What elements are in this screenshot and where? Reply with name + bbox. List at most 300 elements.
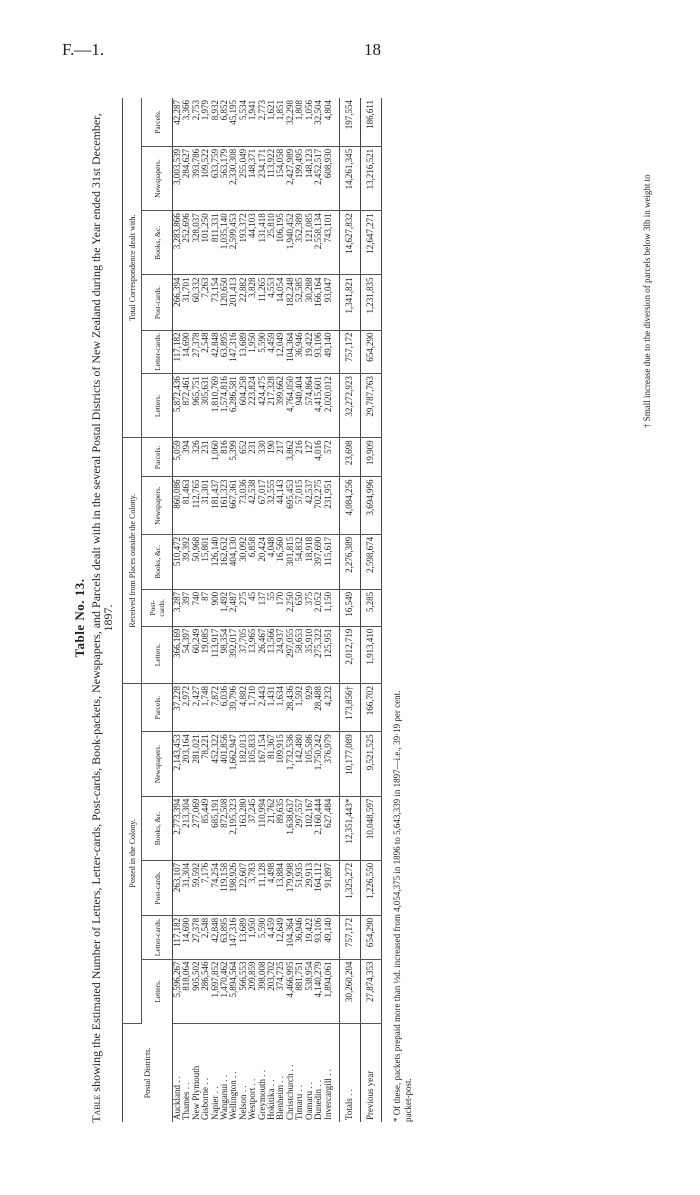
posted-value-cell: 13,689 — [239, 915, 248, 959]
total-value-cell: 199,495 — [295, 146, 304, 210]
posted-value-cell: 10,177,089 — [339, 732, 360, 796]
received-value-cell: 16,560 — [276, 534, 285, 589]
col-header: Parcels. — [142, 98, 173, 146]
total-value-cell: 633,759 — [211, 146, 220, 210]
col-header: Books, &c. — [142, 796, 173, 860]
received-value-cell: 112,765 — [192, 477, 201, 534]
leader-dots: . . — [181, 1082, 192, 1090]
leader-dots: . . — [228, 1071, 239, 1078]
col-header: Post-cards. — [142, 860, 173, 915]
leader-dots: . . — [172, 1076, 182, 1083]
total-value-cell: 1,851 — [276, 98, 285, 146]
posted-value-cell: 4,140,279 — [314, 959, 323, 1023]
received-value-cell: 217 — [276, 438, 285, 477]
received-value-cell: 13,965 — [248, 626, 257, 683]
posted-value-cell: 376,979 — [324, 732, 333, 796]
received-value-cell: 127 — [305, 438, 314, 477]
received-value-cell: 35,910 — [305, 626, 314, 683]
posted-value-cell: 2,195,323 — [229, 796, 238, 860]
total-value-cell: 148,123 — [305, 146, 314, 210]
total-value-cell: 654,290 — [360, 330, 381, 374]
received-value-cell: 695,453 — [286, 477, 295, 534]
posted-value-cell: 297,557 — [295, 796, 304, 860]
total-value-cell: 73,154 — [211, 275, 220, 330]
received-value-cell: 26,467 — [258, 626, 267, 683]
posted-value-cell: 179,998 — [286, 860, 295, 915]
posted-value-cell: 28,436 — [286, 684, 295, 732]
received-value-cell: 42,537 — [305, 477, 314, 534]
leader-dots: . . — [219, 1074, 230, 1082]
received-value-cell: 24,937 — [276, 626, 285, 683]
posted-value-cell: 164,112 — [314, 860, 323, 915]
posted-value-cell: 119,158 — [220, 860, 229, 915]
total-value-cell: 25,810 — [267, 211, 276, 275]
received-value-cell: 375 — [305, 589, 314, 626]
total-value-cell: 32,504 — [314, 98, 323, 146]
posted-value-cell: 1,638,637 — [286, 796, 295, 860]
total-value-cell: 49,140 — [324, 330, 333, 374]
total-value-cell: 1,574,816 — [220, 374, 229, 438]
received-value-cell: 510,472 — [173, 534, 183, 589]
leader-dots: . . — [322, 1069, 333, 1076]
posted-value-cell: 203,164 — [182, 732, 191, 796]
posted-value-cell: 566,553 — [239, 959, 248, 1023]
posted-value-cell: 37,228 — [173, 684, 183, 732]
received-value-cell: 20,424 — [258, 534, 267, 589]
received-value-cell: 5,059 — [173, 438, 183, 477]
received-value-cell: 2,250 — [286, 589, 295, 626]
received-value-cell: 652 — [239, 438, 248, 477]
posted-value-cell: 27,378 — [192, 915, 201, 959]
postal-statistics-table — [122, 98, 382, 1122]
posted-value-cell: 105,833 — [248, 732, 257, 796]
total-value-cell: 563,179 — [220, 146, 229, 210]
total-value-cell: 1,808 — [295, 98, 304, 146]
received-value-cell: 113,917 — [211, 626, 220, 683]
total-value-cell: 22,882 — [239, 275, 248, 330]
total-value-cell: 5,534 — [239, 98, 248, 146]
posted-value-cell: 881,751 — [295, 959, 304, 1023]
received-value-cell: 18,918 — [305, 534, 314, 589]
total-value-cell: 743,101 — [324, 211, 333, 275]
sub-header-row — [142, 98, 173, 1122]
received-value-cell: 392,017 — [229, 626, 238, 683]
posted-value-cell: 63,895 — [220, 915, 229, 959]
received-value-cell: 30,092 — [239, 534, 248, 589]
total-value-cell: 305,631 — [201, 374, 210, 438]
total-value-cell: 255,049 — [239, 146, 248, 210]
total-value-cell: 30,288 — [305, 275, 314, 330]
posted-value-cell: 286,546 — [201, 959, 210, 1023]
received-header: Received from Places outside the Colony. — [123, 438, 142, 684]
posted-value-cell: 1,950 — [248, 915, 257, 959]
received-value-cell: 2,276,389 — [339, 534, 360, 589]
received-value-cell: 275,322 — [314, 626, 323, 683]
received-value-cell: 1,492 — [220, 589, 229, 626]
leader-dots: . . — [313, 1080, 324, 1087]
posted-value-cell: 1,325,272 — [339, 860, 360, 915]
total-value-cell: 11,265 — [258, 275, 267, 330]
total-value-cell: 424,475 — [258, 374, 267, 438]
received-value-cell: 87 — [201, 589, 210, 626]
district-name: Oamaru — [303, 1091, 314, 1120]
received-value-cell: 330 — [258, 438, 267, 477]
posted-value-cell: 7,176 — [201, 860, 210, 915]
total-value-cell: 5,872,436 — [173, 374, 183, 438]
col-header: Books, &c. — [142, 534, 173, 589]
posted-value-cell: 209,859 — [248, 959, 257, 1023]
posted-value-cell: 654,290 — [360, 915, 381, 959]
received-value-cell: 301,815 — [286, 534, 295, 589]
received-value-cell: 98,354 — [220, 626, 229, 683]
col-header: Parcels. — [142, 438, 173, 477]
received-value-cell: 1,060 — [211, 438, 220, 477]
total-value-cell: 42,287 — [173, 98, 183, 146]
total-value-cell: 4,553 — [267, 275, 276, 330]
received-value-cell: 115,617 — [324, 534, 333, 589]
total-value-cell: 19,422 — [305, 330, 314, 374]
total-value-cell: 113,922 — [267, 146, 276, 210]
posted-value-cell: 163,280 — [239, 796, 248, 860]
total-value-cell: 42,848 — [211, 330, 220, 374]
total-value-cell: 1,231,835 — [360, 275, 381, 330]
total-value-cell: 2,330,308 — [229, 146, 238, 210]
col-header: Newspapers. — [142, 477, 173, 534]
posted-value-cell: 398,008 — [258, 959, 267, 1023]
received-value-cell: 4,084,256 — [339, 477, 360, 534]
total-value-cell: 193,372 — [239, 211, 248, 275]
total-value-cell: 12,049 — [276, 330, 285, 374]
posted-value-cell: 12,649 — [276, 915, 285, 959]
posted-value-cell: 110,994 — [258, 796, 267, 860]
col-header: Books, &c. — [142, 211, 173, 275]
posted-value-cell: 1,634 — [276, 684, 285, 732]
total-value-cell: 120,650 — [220, 275, 229, 330]
district-name: Greymouth — [256, 1079, 267, 1120]
total-value-cell: 154,058 — [276, 146, 285, 210]
district-name: Previous year — [365, 1070, 376, 1120]
posted-value-cell: 37,245 — [248, 796, 257, 860]
posted-value-cell: 36,946 — [295, 915, 304, 959]
district-name: Totals — [344, 1098, 355, 1120]
received-value-cell: 816 — [220, 438, 229, 477]
posted-value-cell: 74,254 — [211, 860, 220, 915]
posted-value-cell: 31,304 — [182, 860, 191, 915]
total-value-cell: 52,585 — [295, 275, 304, 330]
received-value-cell: 50,968 — [192, 534, 201, 589]
received-value-cell: 366,169 — [173, 626, 183, 683]
district-name: Christchurch — [284, 1073, 295, 1120]
posted-value-cell: 14,690 — [182, 915, 191, 959]
posted-value-cell: 3,783 — [248, 860, 257, 915]
total-value-cell: 109,522 — [201, 146, 210, 210]
leader-dots: . . — [209, 1086, 220, 1094]
total-value-cell: 252,696 — [182, 211, 191, 275]
received-value-cell: 667,361 — [229, 477, 238, 534]
posted-value-cell: 4,882 — [239, 684, 248, 732]
total-value-cell: 399,662 — [276, 374, 285, 438]
footnote-star: * Of these, packets prepaid more than ½d. increased from 4,054,375 in 1896 to 5,643,339 in 1897—i.e., 39·19 per cent. — [391, 690, 402, 1122]
received-value-cell: 860,086 — [173, 477, 183, 534]
received-value-cell: 45 — [248, 589, 257, 626]
posted-value-cell: 85,449 — [201, 796, 210, 860]
total-value-cell: 148,371 — [248, 146, 257, 210]
received-value-cell: 2,052 — [314, 589, 323, 626]
received-value-cell: 181,437 — [211, 477, 220, 534]
leader-dots: . . — [294, 1084, 305, 1092]
received-value-cell: 55 — [267, 589, 276, 626]
district-name: Auckland — [172, 1085, 182, 1120]
received-value-cell: 44,143 — [276, 477, 285, 534]
posted-value-cell: 5,596,267 — [173, 959, 183, 1023]
received-value-cell: 702,275 — [314, 477, 323, 534]
received-value-cell: 126,140 — [211, 534, 220, 589]
posted-value-cell: 1,697,852 — [211, 959, 220, 1023]
total-value-cell: 45,195 — [229, 98, 238, 146]
total-value-cell: 14,627,832 — [339, 211, 360, 275]
leader-dots: . . — [303, 1082, 314, 1089]
total-value-cell: 217,328 — [267, 374, 276, 438]
received-value-cell: 23,698 — [339, 438, 360, 477]
posted-value-cell: 51,935 — [295, 860, 304, 915]
total-value-cell: 234,171 — [258, 146, 267, 210]
leader-dots: . . — [275, 1076, 286, 1083]
total-value-cell: 223,824 — [248, 374, 257, 438]
posted-value-cell: 102,167 — [305, 796, 314, 860]
total-value-cell: 574,864 — [305, 374, 314, 438]
total-value-cell: 31,701 — [182, 275, 191, 330]
total-value-cell: 604,258 — [239, 374, 248, 438]
posted-value-cell: 182,013 — [239, 732, 248, 796]
posted-value-cell: 4,232 — [324, 684, 333, 732]
posted-value-cell: 203,702 — [267, 959, 276, 1023]
total-value-cell: 106,195 — [276, 211, 285, 275]
title-text: showing the Estimated Number of Letters, Letter-cards, Post-cards, Book-packets, Newspapers, and Parcels dealt with in the several Postal Districts of New Zealand during the Year ended 31st December, 1897. — [89, 113, 115, 1092]
posted-value-cell: 4,466,995 — [286, 959, 295, 1023]
received-value-cell: 2,598,674 — [360, 534, 381, 589]
posted-value-cell: 59,592 — [192, 860, 201, 915]
posted-value-cell: 1,732,536 — [286, 732, 295, 796]
total-value-cell: 2,452,517 — [314, 146, 323, 210]
total-value-cell: 14,261,345 — [339, 146, 360, 210]
posted-value-cell: 401,856 — [220, 732, 229, 796]
total-value-cell: 1,941 — [248, 98, 257, 146]
total-value-cell: 166,164 — [314, 275, 323, 330]
posted-value-cell: 5,590 — [258, 915, 267, 959]
total-value-cell: 121,085 — [305, 211, 314, 275]
received-value-cell: 5,399 — [229, 438, 238, 477]
total-value-cell: 393,786 — [192, 146, 201, 210]
posted-value-cell: 89,635 — [276, 796, 285, 860]
posted-value-cell: 22,607 — [239, 860, 248, 915]
posted-value-cell: 19,422 — [305, 915, 314, 959]
total-value-cell: 3,366 — [182, 98, 191, 146]
posted-value-cell: 93,106 — [314, 915, 323, 959]
posted-value-cell: 29,913 — [305, 860, 314, 915]
district-cell — [324, 1023, 333, 1122]
posted-value-cell: 374,725 — [276, 959, 285, 1023]
received-value-cell: 42,538 — [248, 477, 257, 534]
received-value-cell: 60,249 — [192, 626, 201, 683]
received-value-cell: 37,705 — [239, 626, 248, 683]
total-value-cell: 4,459 — [267, 330, 276, 374]
total-value-cell: 32,298 — [286, 98, 295, 146]
received-value-cell: 1,150 — [324, 589, 333, 626]
posted-value-cell: 5,894,564 — [229, 959, 238, 1023]
received-value-cell: 3,287 — [173, 589, 183, 626]
total-value-cell: 201,413 — [229, 275, 238, 330]
posted-value-cell: 198,926 — [229, 860, 238, 915]
posted-value-cell: 1,710 — [248, 684, 257, 732]
posted-value-cell: 104,364 — [286, 915, 295, 959]
title-lead: Table — [89, 1094, 103, 1123]
total-value-cell: 1,940,452 — [286, 211, 295, 275]
total-value-cell: 104,364 — [286, 330, 295, 374]
total-value-cell: 2,599,453 — [229, 211, 238, 275]
district-name: Timaru — [294, 1093, 305, 1120]
posted-value-cell: 49,140 — [324, 915, 333, 959]
total-value-cell: 32,272,923 — [339, 374, 360, 438]
received-value-cell: 275 — [239, 589, 248, 626]
posted-value-cell: 166,702 — [360, 684, 381, 732]
received-value-cell: 3,862 — [286, 438, 295, 477]
total-value-cell: 36,946 — [295, 330, 304, 374]
received-value-cell: 57,015 — [295, 477, 304, 534]
total-value-cell: 5,590 — [258, 330, 267, 374]
posted-value-cell: 281,021 — [192, 732, 201, 796]
total-header: Total Correspondence dealt with. — [123, 98, 142, 438]
received-value-cell: 15,801 — [201, 534, 210, 589]
totals-row — [339, 98, 360, 1122]
col-header: Post-cards. — [142, 275, 173, 330]
col-header: Letters. — [142, 374, 173, 438]
total-value-cell: 27,378 — [192, 330, 201, 374]
posted-value-cell: 81,367 — [267, 732, 276, 796]
col-header: Newspapers. — [142, 146, 173, 210]
total-value-cell: 4,764,050 — [286, 374, 295, 438]
received-value-cell: 404,130 — [229, 534, 238, 589]
total-value-cell: 14,690 — [182, 330, 191, 374]
posted-value-cell: 1,894,061 — [324, 959, 333, 1023]
posted-value-cell: 2,160,444 — [314, 796, 323, 860]
total-value-cell: 117,182 — [173, 330, 183, 374]
received-value-cell: 740 — [192, 589, 201, 626]
total-value-cell: 2,427,989 — [286, 146, 295, 210]
posted-value-cell: 1,431 — [267, 684, 276, 732]
posted-value-cell: 4,498 — [267, 860, 276, 915]
col-header: Parcels. — [142, 684, 173, 732]
received-value-cell: 31,301 — [201, 477, 210, 534]
received-value-cell: 397 — [182, 589, 191, 626]
received-value-cell: 326 — [192, 438, 201, 477]
table-number: Table No. 13. — [72, 578, 87, 658]
received-value-cell: 4,048 — [267, 534, 276, 589]
posted-value-cell: 28,488 — [314, 684, 323, 732]
posted-value-cell: 42,848 — [211, 915, 220, 959]
total-value-cell: 197,554 — [339, 98, 360, 146]
total-value-cell: 12,647,271 — [360, 211, 381, 275]
total-value-cell: 284,627 — [182, 146, 191, 210]
received-value-cell: 54,832 — [295, 534, 304, 589]
posted-value-cell: 6,036 — [220, 684, 229, 732]
posted-value-cell: 1,470,462 — [220, 959, 229, 1023]
received-value-cell: 3,694,996 — [360, 477, 381, 534]
posted-value-cell: 2,143,453 — [173, 732, 183, 796]
posted-value-cell: 872,508 — [220, 796, 229, 860]
total-value-cell: 872,461 — [182, 374, 191, 438]
received-value-cell: 231 — [201, 438, 210, 477]
received-value-cell: 297,055 — [286, 626, 295, 683]
posted-value-cell: 91,897 — [324, 860, 333, 915]
received-value-cell: 2,012,719 — [339, 626, 360, 683]
total-value-cell: 13,689 — [239, 330, 248, 374]
received-value-cell: 216 — [295, 438, 304, 477]
footnote-dagger-cont: packet-post. — [402, 1078, 413, 1122]
posted-value-cell: 2,773,394 — [173, 796, 183, 860]
rotated-table-page — [72, 88, 672, 1148]
received-value-cell: 161,323 — [220, 477, 229, 534]
received-value-cell: 137 — [258, 589, 267, 626]
posted-value-cell: 1,592 — [295, 684, 304, 732]
total-value-cell: 2,773 — [258, 98, 267, 146]
posted-value-cell: 4,459 — [267, 915, 276, 959]
total-value-cell: 2,753 — [192, 98, 201, 146]
received-value-cell: 39,392 — [182, 534, 191, 589]
total-value-cell: 13,216,521 — [360, 146, 381, 210]
posted-value-cell: 929 — [305, 684, 314, 732]
leader-dots: . . — [266, 1079, 277, 1087]
total-value-cell: 940,404 — [295, 374, 304, 438]
posted-value-cell: 1,748 — [201, 684, 210, 732]
page-number: 18 — [364, 40, 381, 59]
leader-dots: . . — [256, 1070, 267, 1077]
posted-value-cell: 1,662,947 — [229, 732, 238, 796]
posted-header: Posted in the Colony. — [123, 684, 142, 1024]
district-name: Napier — [209, 1095, 220, 1120]
leader-dots: . . — [344, 1089, 355, 1096]
district-name: Westport — [247, 1087, 258, 1120]
posted-value-cell: 2,972 — [182, 684, 191, 732]
total-value-cell: 101,250 — [201, 211, 210, 275]
total-value-cell: 1,056 — [305, 98, 314, 146]
total-value-cell: 6,852 — [220, 98, 229, 146]
total-value-cell: 965,751 — [192, 374, 201, 438]
leader-dots: . . — [237, 1085, 248, 1093]
total-value-cell: 131,418 — [258, 211, 267, 275]
posted-value-cell: 78,221 — [201, 732, 210, 796]
district-name: Gisborne — [200, 1087, 211, 1120]
received-value-cell: 13,566 — [267, 626, 276, 683]
total-value-cell: 147,316 — [229, 330, 238, 374]
received-value-cell: 162,632 — [220, 534, 229, 589]
posted-value-cell: 39,796 — [229, 684, 238, 732]
posted-value-cell: 167,154 — [258, 732, 267, 796]
posted-value-cell: 147,316 — [229, 915, 238, 959]
posted-value-cell: 277,069 — [192, 796, 201, 860]
total-value-cell: 186,611 — [360, 98, 381, 146]
district-name: Hokitika — [266, 1088, 277, 1120]
total-value-cell: 1,035,140 — [220, 211, 229, 275]
leader-dots: . . — [284, 1064, 295, 1072]
posted-value-cell: 27,874,353 — [360, 959, 381, 1023]
received-value-cell: 1,913,410 — [360, 626, 381, 683]
received-value-cell: 19,085 — [201, 626, 210, 683]
posted-value-cell: 2,443 — [258, 684, 267, 732]
received-value-cell: 58,653 — [295, 626, 304, 683]
posted-value-cell: 818,064 — [182, 959, 191, 1023]
received-value-cell: 231 — [248, 438, 257, 477]
posted-value-cell: 12,351,443* — [339, 796, 360, 860]
